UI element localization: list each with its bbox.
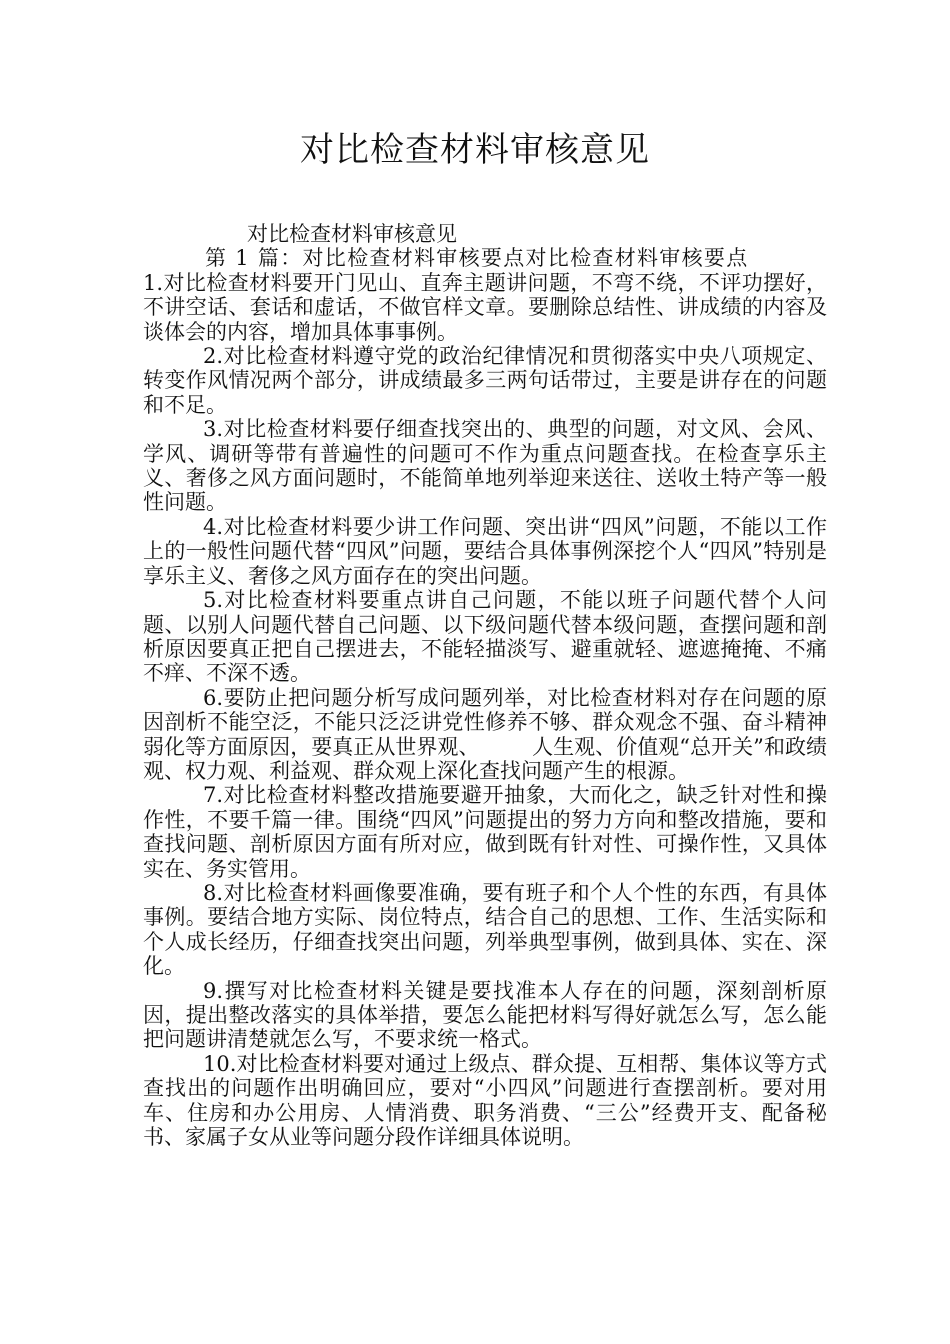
document-subtitle: 对比检查材料审核意见 [247,222,457,246]
paragraph-2: 2.对比检查材料遵守党的政治纪律情况和贯彻落实中央八项规定、转变作风情况两个部分，讲成绩最多三两句话带过，主要是讲存在的问题和不足。 [143,344,827,417]
paragraph-5: 5.对比检查材料要重点讲自己问题，不能以班子问题代替个人问题、以别人问题代替自己问题、以下级问题代替本级问题，查摆问题和剖析原因要真正把自己摆进去，不能轻描淡写、避重就轻、遮遮掩掩、不痛不痒、不深不透。 [143,588,827,686]
document-title: 对比检查材料审核意见 [300,130,650,170]
section-heading-line: 第 1 篇：对比检查材料审核要点对比检查材料审核要点 [205,246,749,271]
paragraph-9: 9.撰写对比检查材料关键是要找准本人存在的问题，深刻剖析原因，提出整改落实的具体举措，要怎么能把材料写得好就怎么写，怎么能把问题讲清楚就怎么写，不要求统一格式。 [143,978,827,1052]
paragraph-8: 8.对比检查材料画像要准确，要有班子和个人个性的东西，有具体事例。要结合地方实际、岗位特点，结合自己的思想、工作、生活实际和个人成长经历，仔细查找突出问题，列举典型事例，做到具体、实在、深化。 [143,880,827,979]
paragraph-1: 1.对比检查材料要开门见山、直奔主题讲问题，不弯不绕，不评功摆好，不讲空话、套话和虚话，不做官样文章。要删除总结性、讲成绩的内容及谈体会的内容，增加具体事事例。 [143,270,827,344]
paragraph-3: 3.对比检查材料要仔细查找突出的、典型的问题，对文风、会风、学风、调研等带有普遍性的问题可不作为重点问题查找。在检查享乐主义、奢侈之风方面问题时，不能简单地列举迎来送往、送收土特产等一般性问题。 [143,417,827,515]
paragraph-4: 4.对比检查材料要少讲工作问题、突出讲“四风”问题，不能以工作上的一般性问题代替“四风”问题，要结合具体事例深挖个人“四风”特别是享乐主义、奢侈之风方面存在的突出问题。 [143,514,827,588]
paragraph-10: 10.对比检查材料要对通过上级点、群众提、互相帮、集体议等方式查找出的问题作出明确回应，要对“小四风”问题进行查摆剖析。要对用车、住房和办公用房、人情消费、职务消费、“三公”经费开支、配备秘书、家属子女从业等问题分段作详细具体说明。 [143,1051,827,1150]
document-body [143,222,827,1149]
paragraph-7: 7.对比检查材料整改措施要避开抽象，大而化之，缺乏针对性和操作性，不要千篇一律。围绕“四风”问题提出的努力方向和整改措施，要和查找问题、剖析原因方面有所对应，做到既有针对性、可操作性，又具体实在、务实管用。 [143,783,827,881]
paragraph-6: 6.要防止把问题分析写成问题列举，对比检查材料对存在问题的原因剖析不能空泛，不能只泛泛讲党性修养不够、群众观念不强、奋斗精神弱化等方面原因，要真正从世界观、 人生观、价值观“总开关”和政绩观、权力观、利益观、群众观上深化查找问题产生的根源。 [143,685,827,783]
